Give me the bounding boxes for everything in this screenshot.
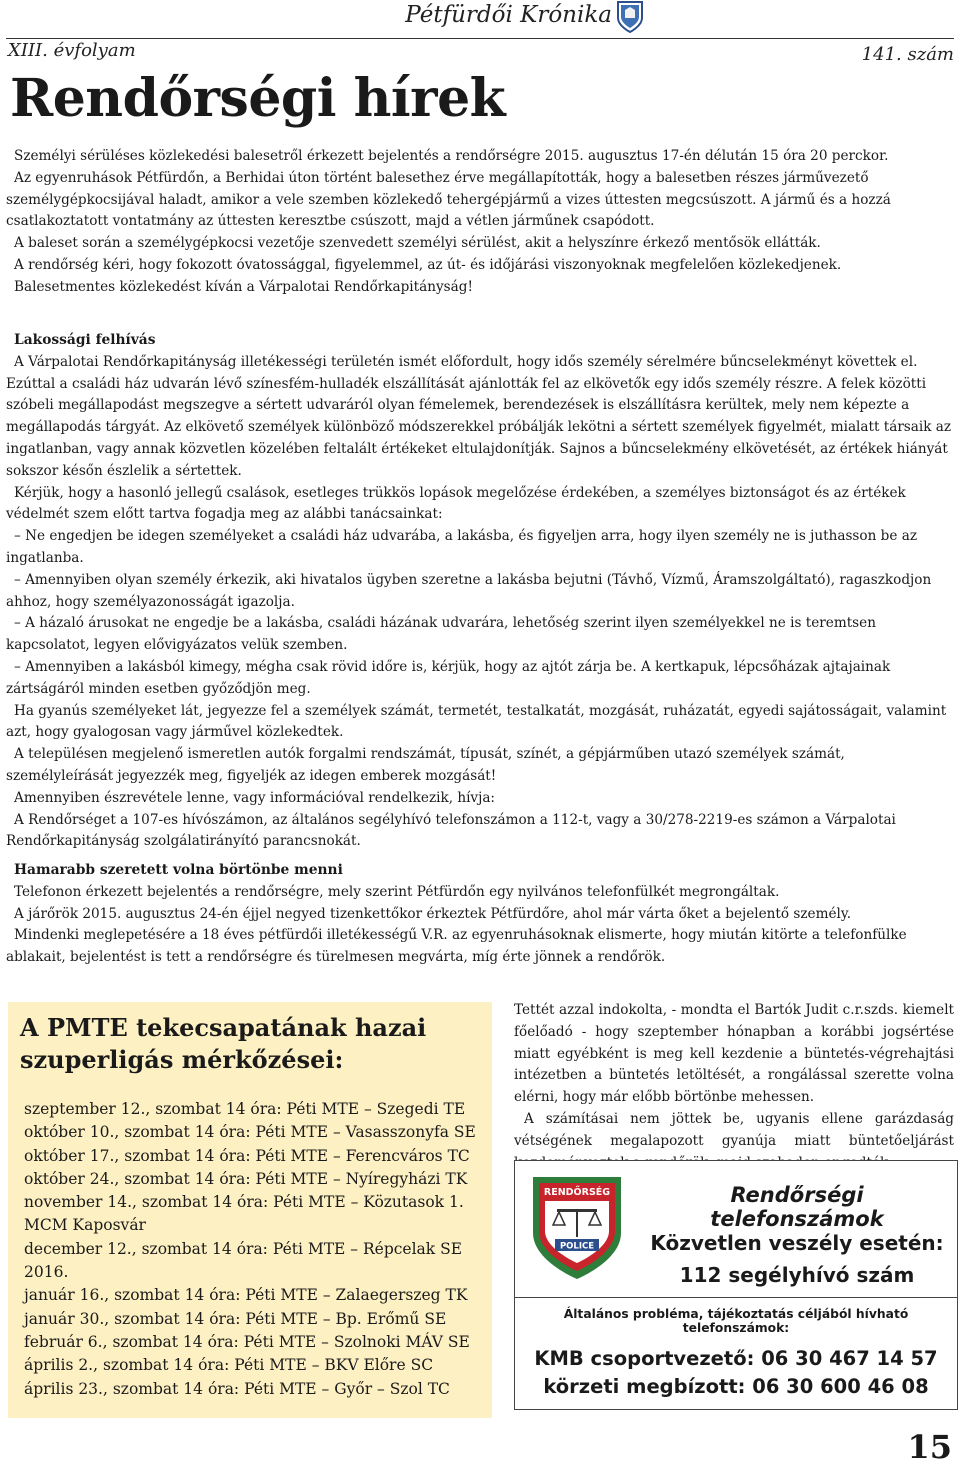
paragraph: A Várpalotai Rendőrkapitányság illetékességi területén ismét előfordult, hogy idős személy sérelmére bűncselekményt követtek el. Ezúttal a családi ház udvarán lévő színesfém-hulladék elszállítását ajánlották fel az elkövetők egy idős személy részre. A felek közötti szóbeli megállapodást megszegve a sértett udvaráról olyan fémelemek, berendezések is elszállításra kerültek, mely nem képezte a megállapodás tárgyát. Az elkövető személyek különböző módszerekkel próbálják lekötni a sértett személyek figyelmét, mialatt társaik az ingatlanban, vagy annak közvetlen közelében feltalált értékeket eltulajdonítják. Sajnos a bűncselekmény elkövetését, az értékek hiányát sokszor későn észlelik a sértettek. (6, 353, 952, 479)
section-heading: Hamarabb szeretett volna börtönbe menni (14, 862, 343, 878)
kmb-phone: KMB csoportvezető: 06 30 467 14 57 (534, 1347, 938, 1370)
match-item: április 2., szombat 14 óra: Péti MTE – BKV Előre SC (24, 1356, 434, 1375)
match-item: október 10., szombat 14 óra: Péti MTE – Vasasszonyfa SE (24, 1123, 476, 1142)
match-item: január 30., szombat 14 óra: Péti MTE – Bp. Erőmű SE (24, 1309, 447, 1328)
match-item: november 14., szombat 14 óra: Péti MTE – Közutasok 1. MCM Kaposvár (24, 1193, 464, 1235)
header-rule (6, 38, 954, 39)
paragraph: Tettét azzal indokolta, - mondta el Bartók Judit c.r.szds. kiemelt főelőadó - hogy szeptember hónapban a korábbi jogsértése miatt egyébként is meg kell kezdenie a büntetés-végrehajtási intézetben a büntetés letöltését, a rongálással szerette volna elérni, hogy már előbb börtönbe mehessen. (514, 1002, 954, 1106)
paragraph: A számításai nem jöttek be, ugyanis ellene garázdaság vétségének megalapozott gyanúja miatt büntetőeljárást (514, 1110, 954, 1149)
issue-number: 141. szám (861, 44, 954, 65)
publication-title: Pétfürdői Krónika (405, 2, 612, 28)
prison-article-continued (514, 1000, 954, 1174)
accident-article (6, 146, 956, 299)
match-item: október 17., szombat 14 óra: Péti MTE – Ferencváros TC (24, 1146, 470, 1165)
advice-item: – A házaló árusokat ne engedje be a lakásba, családi házának udvarára, lehetőség szerint ilyen személyekkel ne is teremtsen kapcsolatot, legyen elővigyázatos velük szemben. (6, 615, 876, 654)
match-list (24, 1098, 484, 1401)
paragraph: A Rendőrséget a 107-es hívószámon, az általános segélyhívó telefonszámon a 112-t, vagy a 30/278-2219-es számon a Várpalotai Rendőrkapitányság szolgálatirányító parancsnokát. (6, 811, 896, 850)
paragraph: Ha gyanús személyeket lát, jegyezze fel a személyek számát, termetét, testalkatát, mozgását, ruházatát, egyedi sajátosságait, valamint azt, hogy gyalogosan vagy járművel közlekedtek. (6, 702, 947, 741)
police-phone-box (514, 1160, 958, 1410)
page-number: 15 (907, 1428, 952, 1466)
emergency-number: 112 segélyhívó szám (679, 1263, 915, 1287)
page-title: Rendőrségi hírek (10, 68, 506, 129)
divider (515, 1297, 957, 1298)
badge-top-text: RENDŐRSÉG (543, 1187, 611, 1198)
year-label: 2016. (24, 1263, 69, 1282)
paragraph: Mindenki meglepetésére a 18 éves pétfürdői illetékességű V.R. az egyenruhásoknak elismerte, hogy miután kitörte a telefonfülke ablakait, bejelentést is tett a rendőrségre és türelmesen megvárta, míg érte jönnek a rendőrök. (6, 927, 907, 966)
pmte-schedule-box (8, 1002, 492, 1418)
prison-article (6, 860, 956, 969)
paragraph: A baleset során a személygépkocsi vezetője szenvedett személyi sérülést, akit a helyszínre érkező mentősök ellátták. (14, 235, 821, 252)
section-heading: Lakossági felhívás (14, 332, 156, 348)
public-notice-article (6, 330, 956, 853)
district-officer-phone: körzeti megbízott: 06 30 600 46 08 (543, 1375, 929, 1398)
paragraph: Balesetmentes közlekedést kíván a Várpalotai Rendőrkapitányság! (14, 278, 473, 295)
advice-item: – Ne engedjen be idegen személyeket a családi ház udvarába, a lakásba, és figyeljen arra, hogy ilyen személy ne is juthasson be az ingatlanba. (6, 528, 917, 566)
volume-label: XIII. évfolyam (8, 40, 136, 61)
advice-item: – Amennyiben olyan személy érkezik, aki hivatalos ügyben szeretne a lakásba bejutni (Távhő, Vízmű, Áramszolgáltató), ragaszkodjon ahhoz, hogy személyazonosságát igazolja. (6, 571, 932, 610)
police-box-title: Rendőrségi telefonszámok (710, 1183, 884, 1231)
paragraph: A rendőrség kéri, hogy fokozott óvatossággal, figyelemmel, az út- és időjárási viszonyoknak megfelelően közlekedjenek. (14, 256, 842, 273)
paragraph: A településen megjelenő ismeretlen autók forgalmi rendszámát, típusát, színét, a gépjárműben utazó személyek számát, személyleírását jegyezzék meg, figyeljék az idegen emberek mozgását! (6, 746, 845, 784)
badge-bottom-text: POLICE (559, 1241, 595, 1252)
match-item: december 12., szombat 14 óra: Péti MTE – Répcelak SE (24, 1239, 463, 1258)
town-crest-icon (616, 0, 644, 34)
paragraph: Személyi sérüléses közlekedési balesetről érkezett bejelentés a rendőrségre 2015. augusztus 17-én délután 15 óra 20 perckor. (14, 148, 889, 164)
match-item: szeptember 12., szombat 14 óra: Péti MTE – Szegedi TE (24, 1100, 466, 1118)
police-badge-icon (529, 1173, 625, 1283)
general-numbers-label: Általános probléma, tájékoztatás céljából hívható telefonszámok: (563, 1307, 909, 1335)
emergency-label: Közvetlen veszély esetén: (650, 1231, 944, 1255)
paragraph: Az egyenruhások Pétfürdőn, a Berhidai úton történt balesethez érve megállapították, hogy a balesetben részes járművezető személygépkocsijával haladt, amikor a vele szemben közlekedő tehergépjármű a vizes úttesten megcsúszott. A jármű és a hozzá csatlakoztatott vontatmány az úttesten keresztbe csúszott, majd a vétlen járműnek csapódott. (6, 169, 891, 230)
pmte-title: A PMTE tekecsapatának hazai szuperligás mérkőzései: (20, 1013, 427, 1074)
paragraph: Telefonon érkezett bejelentés a rendőrségre, mely szerint Pétfürdőn egy nyilvános telefonfülkét megrongáltak. (14, 883, 780, 900)
paragraph: Kérjük, hogy a hasonló jellegű csalások, esetleges trükkös lopások megelőzése érdekében, a személyes biztonságot és az értékek védelmét szem előtt tartva fogadja meg az alábbi tanácsainkat: (6, 484, 906, 523)
match-item: április 23., szombat 14 óra: Péti MTE – Győr – Szol TC (24, 1379, 450, 1398)
advice-item: – Amennyiben a lakásból kimegy, mégha csak rövid időre is, kérjük, hogy az ajtót zárja be. A kertkapuk, lépcsőházak ajtajainak zártságáról minden esetben győződjön meg. (6, 658, 891, 697)
paragraph: A járőrök 2015. augusztus 24-én éjjel negyed tizenkettőkor érkeztek Pétfürdőre, ahol már várta őket a bejelentő személy. (14, 905, 852, 922)
paragraph: Amennyiben észrevétele lenne, vagy információval rendelkezik, hívja: (14, 789, 496, 806)
match-item: február 6., szombat 14 óra: Péti MTE – Szolnoki MÁV SE (24, 1332, 470, 1351)
match-item: január 16., szombat 14 óra: Péti MTE – Zalaegerszeg TK (24, 1286, 468, 1305)
match-item: október 24., szombat 14 óra: Péti MTE – Nyíregyházi TK (24, 1169, 468, 1188)
